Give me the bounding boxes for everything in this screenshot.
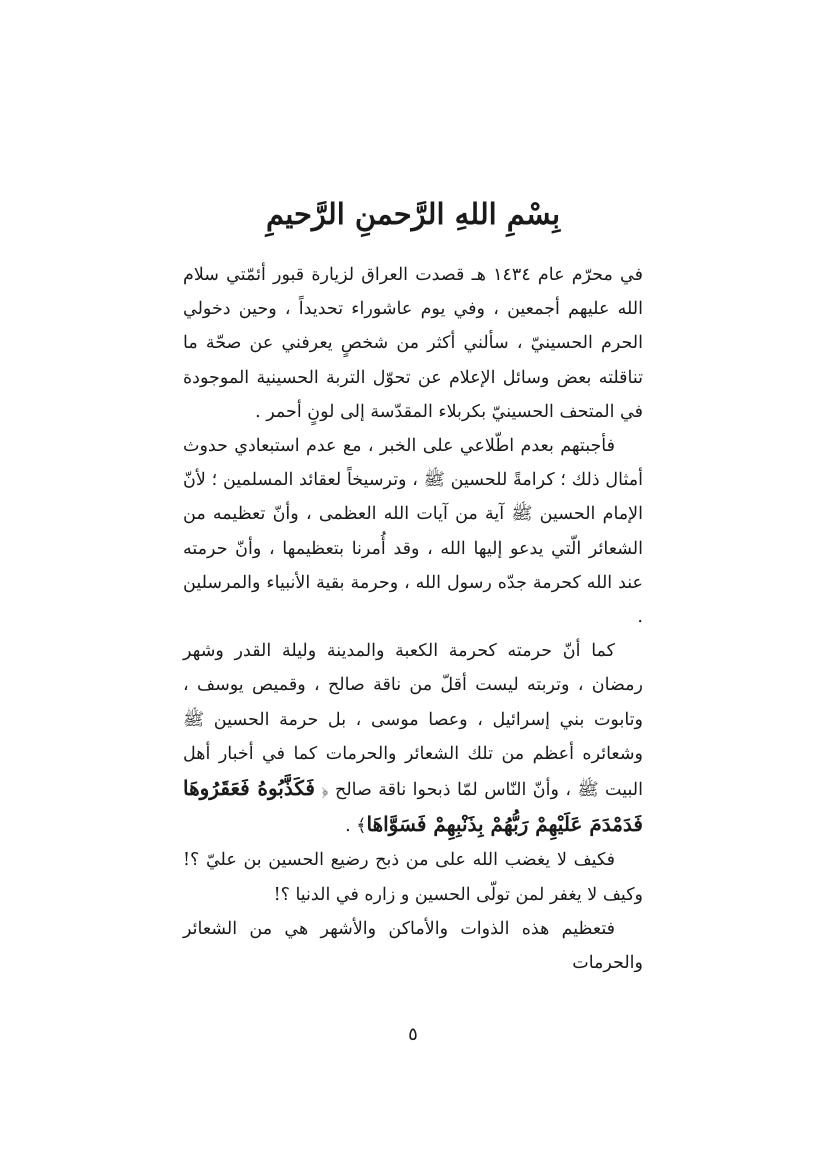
paragraph-4: فكيف لا يغضب الله على من ذبح رضيع الحسين بن عليّ ؟! وكيف لا يغفر لمن تولّى الحسين و زاره في الدنيا ؟! bbox=[183, 850, 643, 905]
quran-bracket-close: ﴾ . bbox=[345, 816, 367, 837]
paragraph-2: فأجبتهم بعدم اطّلاعي على الخبر ، مع عدم استبعادي حدوث أمثال ذلك ؛ كرامةً للحسين ﷺ ، وترسيخاً لعقائد المسلمين ؛ لأنّ الإمام الحسين ﷺ آية من آيات الله العظمى ، وأنّ تعظيمه من الشعائر الّتي يدعو إليها الله ، وقد أُمرنا بتعظيمها ، وأنّ حرمته عند الله كحرمة جدّه رسول الله ، وحرمة بقية الأنبياء والمرسلين . bbox=[183, 436, 643, 628]
paragraph-3-text: كما أنّ حرمته كحرمة الكعبة والمدينة وليلة القدر وشهر رمضان ، وتربته ليست أقلّ من ناقة صالح ، وقميص يوسف ، وتابوت بني إسرائيل ، وعصا موسى ، بل حرمة الحسين ﷺ وشعائره أعظم من تلك الشعائر والحرمات كما في أخبار أهل البيت ﷺ ، وأنّ النّاس لمّا ذبحوا ناقة صالح bbox=[183, 641, 643, 801]
basmala-heading: بِسْمِ اللهِ الرَّحمنِ الرَّحيمِ bbox=[265, 197, 561, 231]
paragraph-3 bbox=[183, 634, 643, 843]
page-number: ٥ bbox=[408, 1024, 418, 1045]
quran-bracket-open: ﴿ bbox=[314, 780, 336, 801]
body-text bbox=[183, 258, 643, 980]
paragraph-5: فتعظيم هذه الذوات والأماكن والأشهر هي من الشعائر والحرمات bbox=[183, 918, 643, 974]
quran-verse: فَكَذَّبُوهُ فَعَقَرُوهَا فَدَمْدَمَ عَلَيْهِمْ رَبُّهُمْ بِذَنْبِهِمْ فَسَوَّاهَا bbox=[183, 776, 643, 837]
paragraph-1: في محرّم عام ١٤٣٤ هـ قصدت العراق لزيارة قبور أئمّتي سلام الله عليهم أجمعين ، وفي يوم عاشوراء تحديداً ، وحين دخولي الحرم الحسينيّ ، سألني أكثر من شخصٍ يعرفني عن صحّة ما تناقلته بعض وسائل الإعلام عن تحوّل التربة الحسينية الموجودة في المتحف الحسينيّ بكربلاء المقدّسة إلى لونٍ أحمر . bbox=[183, 265, 643, 422]
